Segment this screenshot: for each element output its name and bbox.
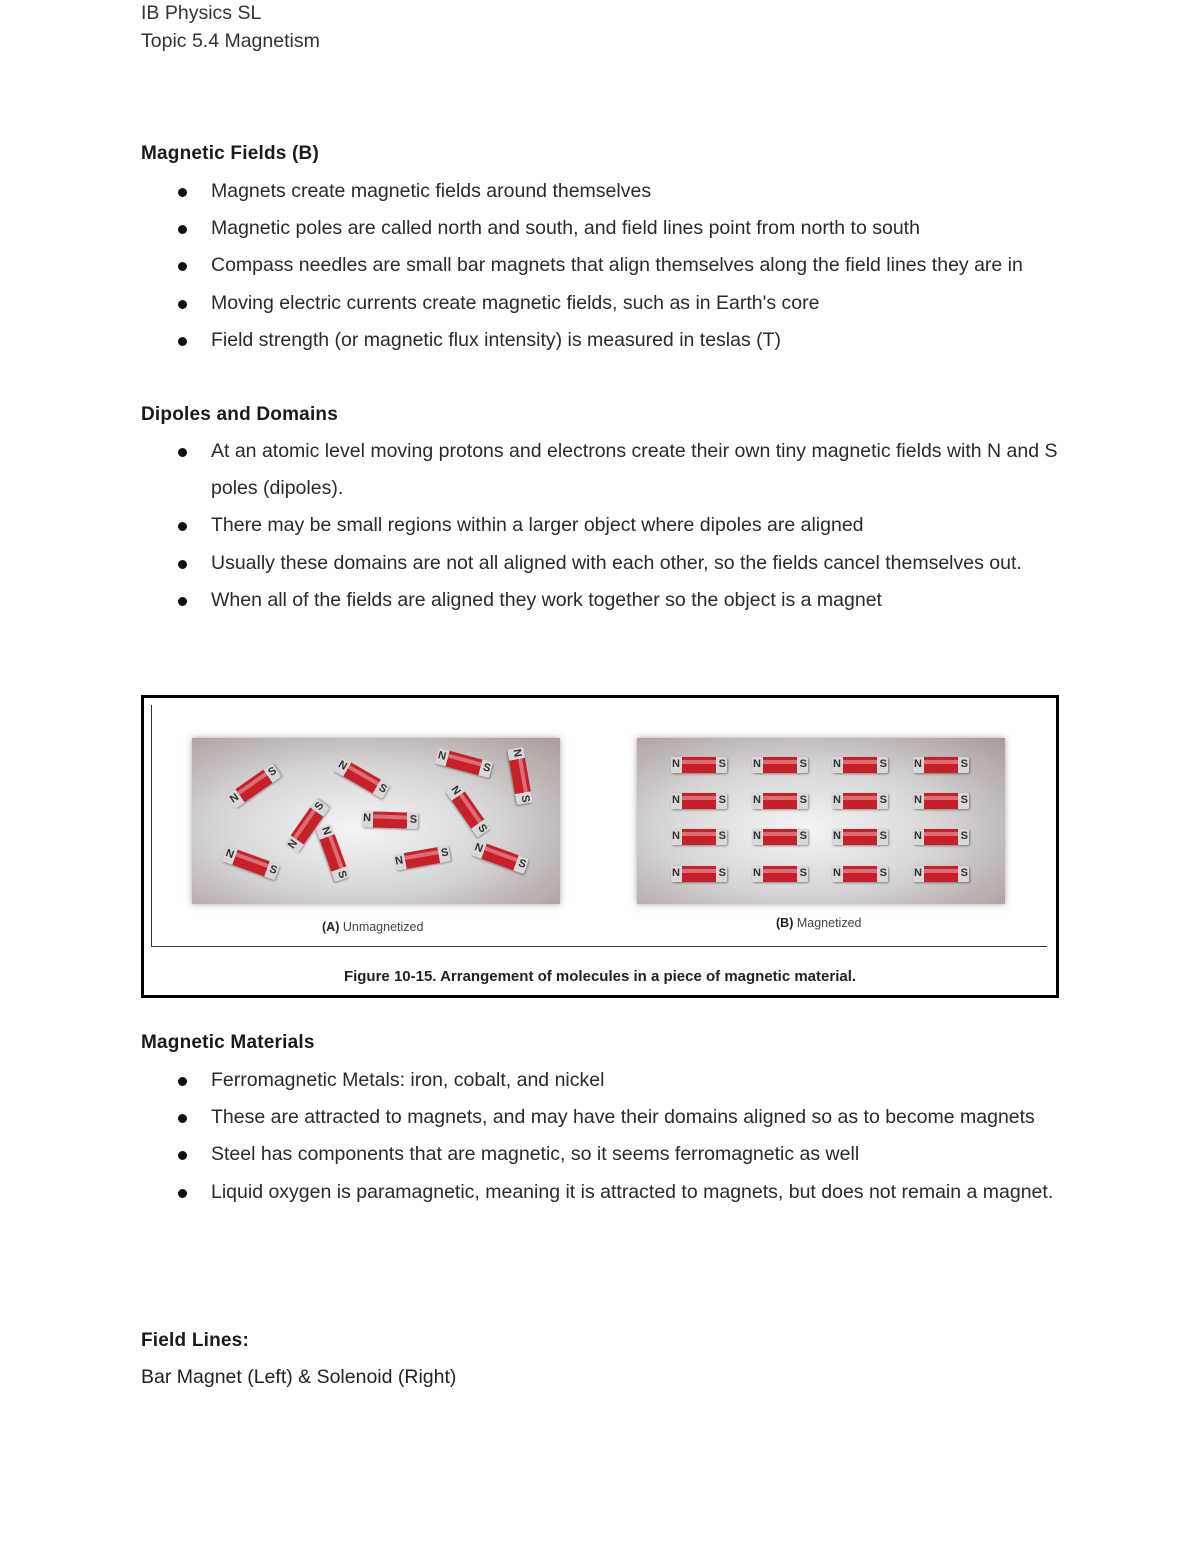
south-pole-label: S — [718, 867, 726, 879]
south-pole-label: S — [376, 781, 389, 796]
south-pole-label: S — [960, 830, 968, 842]
list-item: Ferromagnetic Metals: iron, cobalt, and nickel — [0, 1062, 1071, 1099]
figure-caption: Figure 10-15. Arrangement of molecules in a piece of magnetic material. — [343, 968, 857, 985]
domain-figure — [141, 695, 1059, 998]
bar-magnet — [226, 763, 281, 808]
bar-magnet — [222, 846, 280, 880]
section-heading-field-lines: Field Lines: — [141, 1330, 249, 1351]
bar-magnet — [913, 829, 969, 845]
south-pole-label: S — [718, 830, 726, 842]
bar-magnet — [435, 748, 493, 778]
bar-magnet — [832, 829, 888, 845]
south-pole-label: S — [799, 794, 807, 806]
course-title: IB Physics SL — [141, 2, 262, 24]
bar-magnet — [507, 747, 532, 805]
field-lines-caption: Bar Magnet (Left) & Solenoid (Right) — [141, 1366, 457, 1388]
list-item: At an atomic level moving protons and electrons create their own tiny magnetic fields with N and S poles (dipoles). — [0, 433, 1071, 507]
list-item: Usually these domains are not all aligned with each other, so the fields cancel themselves out. — [0, 545, 1071, 582]
section-heading-magnetic-fields: Magnetic Fields (B) — [141, 143, 319, 164]
north-pole-label: N — [436, 749, 448, 763]
south-pole-label: S — [960, 758, 968, 770]
north-pole-label: N — [914, 758, 922, 770]
north-pole-label: N — [753, 794, 761, 806]
south-pole-label: S — [960, 867, 968, 879]
bar-magnet — [671, 866, 727, 882]
north-pole-label: N — [914, 794, 922, 806]
south-pole-label: S — [879, 758, 887, 770]
north-pole-label: N — [833, 867, 841, 879]
south-pole-label: S — [440, 846, 450, 860]
bar-magnet — [913, 866, 969, 882]
north-pole-label: N — [362, 812, 372, 825]
south-pole-label: S — [481, 761, 492, 775]
list-item: Liquid oxygen is paramagnetic, meaning it is attracted to magnets, but does not remain a magnet. — [0, 1174, 1071, 1211]
materials-list — [0, 1062, 1100, 1211]
list-item: Compass needles are small bar magnets that align themselves along the field lines they are in — [0, 247, 1071, 284]
north-pole-label: N — [914, 867, 922, 879]
bar-magnet — [752, 866, 808, 882]
list-item: Moving electric currents create magnetic fields, such as in Earth's core — [0, 285, 1071, 322]
south-pole-label: S — [799, 867, 807, 879]
unmagnetized-panel — [192, 738, 560, 904]
north-pole-label: N — [833, 794, 841, 806]
south-pole-label: S — [879, 867, 887, 879]
south-pole-label: S — [799, 758, 807, 770]
north-pole-label: N — [833, 758, 841, 770]
south-pole-label: S — [335, 869, 349, 881]
list-item: Field strength (or magnetic flux intensity) is measured in teslas (T) — [0, 322, 1071, 359]
south-pole-label: S — [312, 799, 327, 813]
north-pole-label: N — [472, 841, 485, 856]
bar-magnet — [445, 782, 490, 837]
bar-magnet — [393, 845, 451, 870]
bar-magnet — [316, 824, 350, 882]
bar-magnet — [362, 811, 419, 829]
bar-magnet — [671, 793, 727, 809]
north-pole-label: N — [672, 794, 680, 806]
south-pole-label: S — [879, 794, 887, 806]
dipoles-list — [0, 433, 1100, 619]
list-item: When all of the fields are aligned they work together so the object is a magnet — [0, 582, 1071, 619]
south-pole-label: S — [409, 813, 418, 826]
list-item: These are attracted to magnets, and may have their domains aligned so as to become magnets — [0, 1099, 1071, 1136]
north-pole-label: N — [319, 825, 334, 837]
list-item: Magnetic poles are called north and south, and field lines point from north to south — [0, 210, 1071, 247]
bar-magnet — [671, 757, 727, 773]
north-pole-label: N — [914, 830, 922, 842]
south-pole-label: S — [516, 857, 528, 871]
south-pole-label: S — [960, 794, 968, 806]
north-pole-label: N — [510, 748, 524, 759]
south-pole-label: S — [518, 794, 532, 804]
topic-title: Topic 5.4 Magnetism — [141, 30, 320, 52]
list-item: Magnets create magnetic fields around themselves — [0, 173, 1071, 210]
south-pole-label: S — [718, 794, 726, 806]
list-item: There may be small regions within a larger object where dipoles are aligned — [0, 507, 1071, 544]
south-pole-label: S — [267, 863, 279, 877]
bar-magnet — [832, 793, 888, 809]
section-heading-materials: Magnetic Materials — [141, 1032, 315, 1053]
north-pole-label: N — [227, 791, 242, 806]
bar-magnet — [334, 757, 390, 799]
magnetized-panel — [637, 738, 1005, 904]
label-magnetized: (B) Magnetized — [776, 916, 862, 930]
bar-magnet — [913, 757, 969, 773]
north-pole-label: N — [672, 758, 680, 770]
section-heading-dipoles: Dipoles and Domains — [141, 404, 339, 425]
south-pole-label: S — [266, 764, 279, 779]
south-pole-label: S — [718, 758, 726, 770]
label-unmagnetized: (A) Unmagnetized — [322, 920, 424, 934]
figure-border-left — [151, 705, 152, 947]
bar-magnet — [832, 757, 888, 773]
bar-magnet — [752, 793, 808, 809]
north-pole-label: N — [753, 758, 761, 770]
bar-magnet — [913, 793, 969, 809]
north-pole-label: N — [833, 830, 841, 842]
bar-magnet — [752, 829, 808, 845]
list-item: Steel has components that are magnetic, so it seems ferromagnetic as well — [0, 1136, 1071, 1173]
south-pole-label: S — [799, 830, 807, 842]
bar-magnet — [671, 829, 727, 845]
figure-divider — [151, 946, 1047, 947]
north-pole-label: N — [672, 830, 680, 842]
north-pole-label: N — [753, 867, 761, 879]
north-pole-label: N — [753, 830, 761, 842]
north-pole-label: N — [672, 867, 680, 879]
north-pole-label: N — [394, 854, 405, 868]
magnetic-fields-list — [0, 173, 1100, 359]
bar-magnet — [832, 866, 888, 882]
north-pole-label: N — [285, 837, 301, 851]
north-pole-label: N — [336, 758, 350, 773]
south-pole-label: S — [879, 830, 887, 842]
bar-magnet — [752, 757, 808, 773]
north-pole-label: N — [448, 783, 463, 798]
bar-magnet — [471, 840, 529, 874]
north-pole-label: N — [223, 847, 236, 862]
south-pole-label: S — [475, 822, 490, 835]
